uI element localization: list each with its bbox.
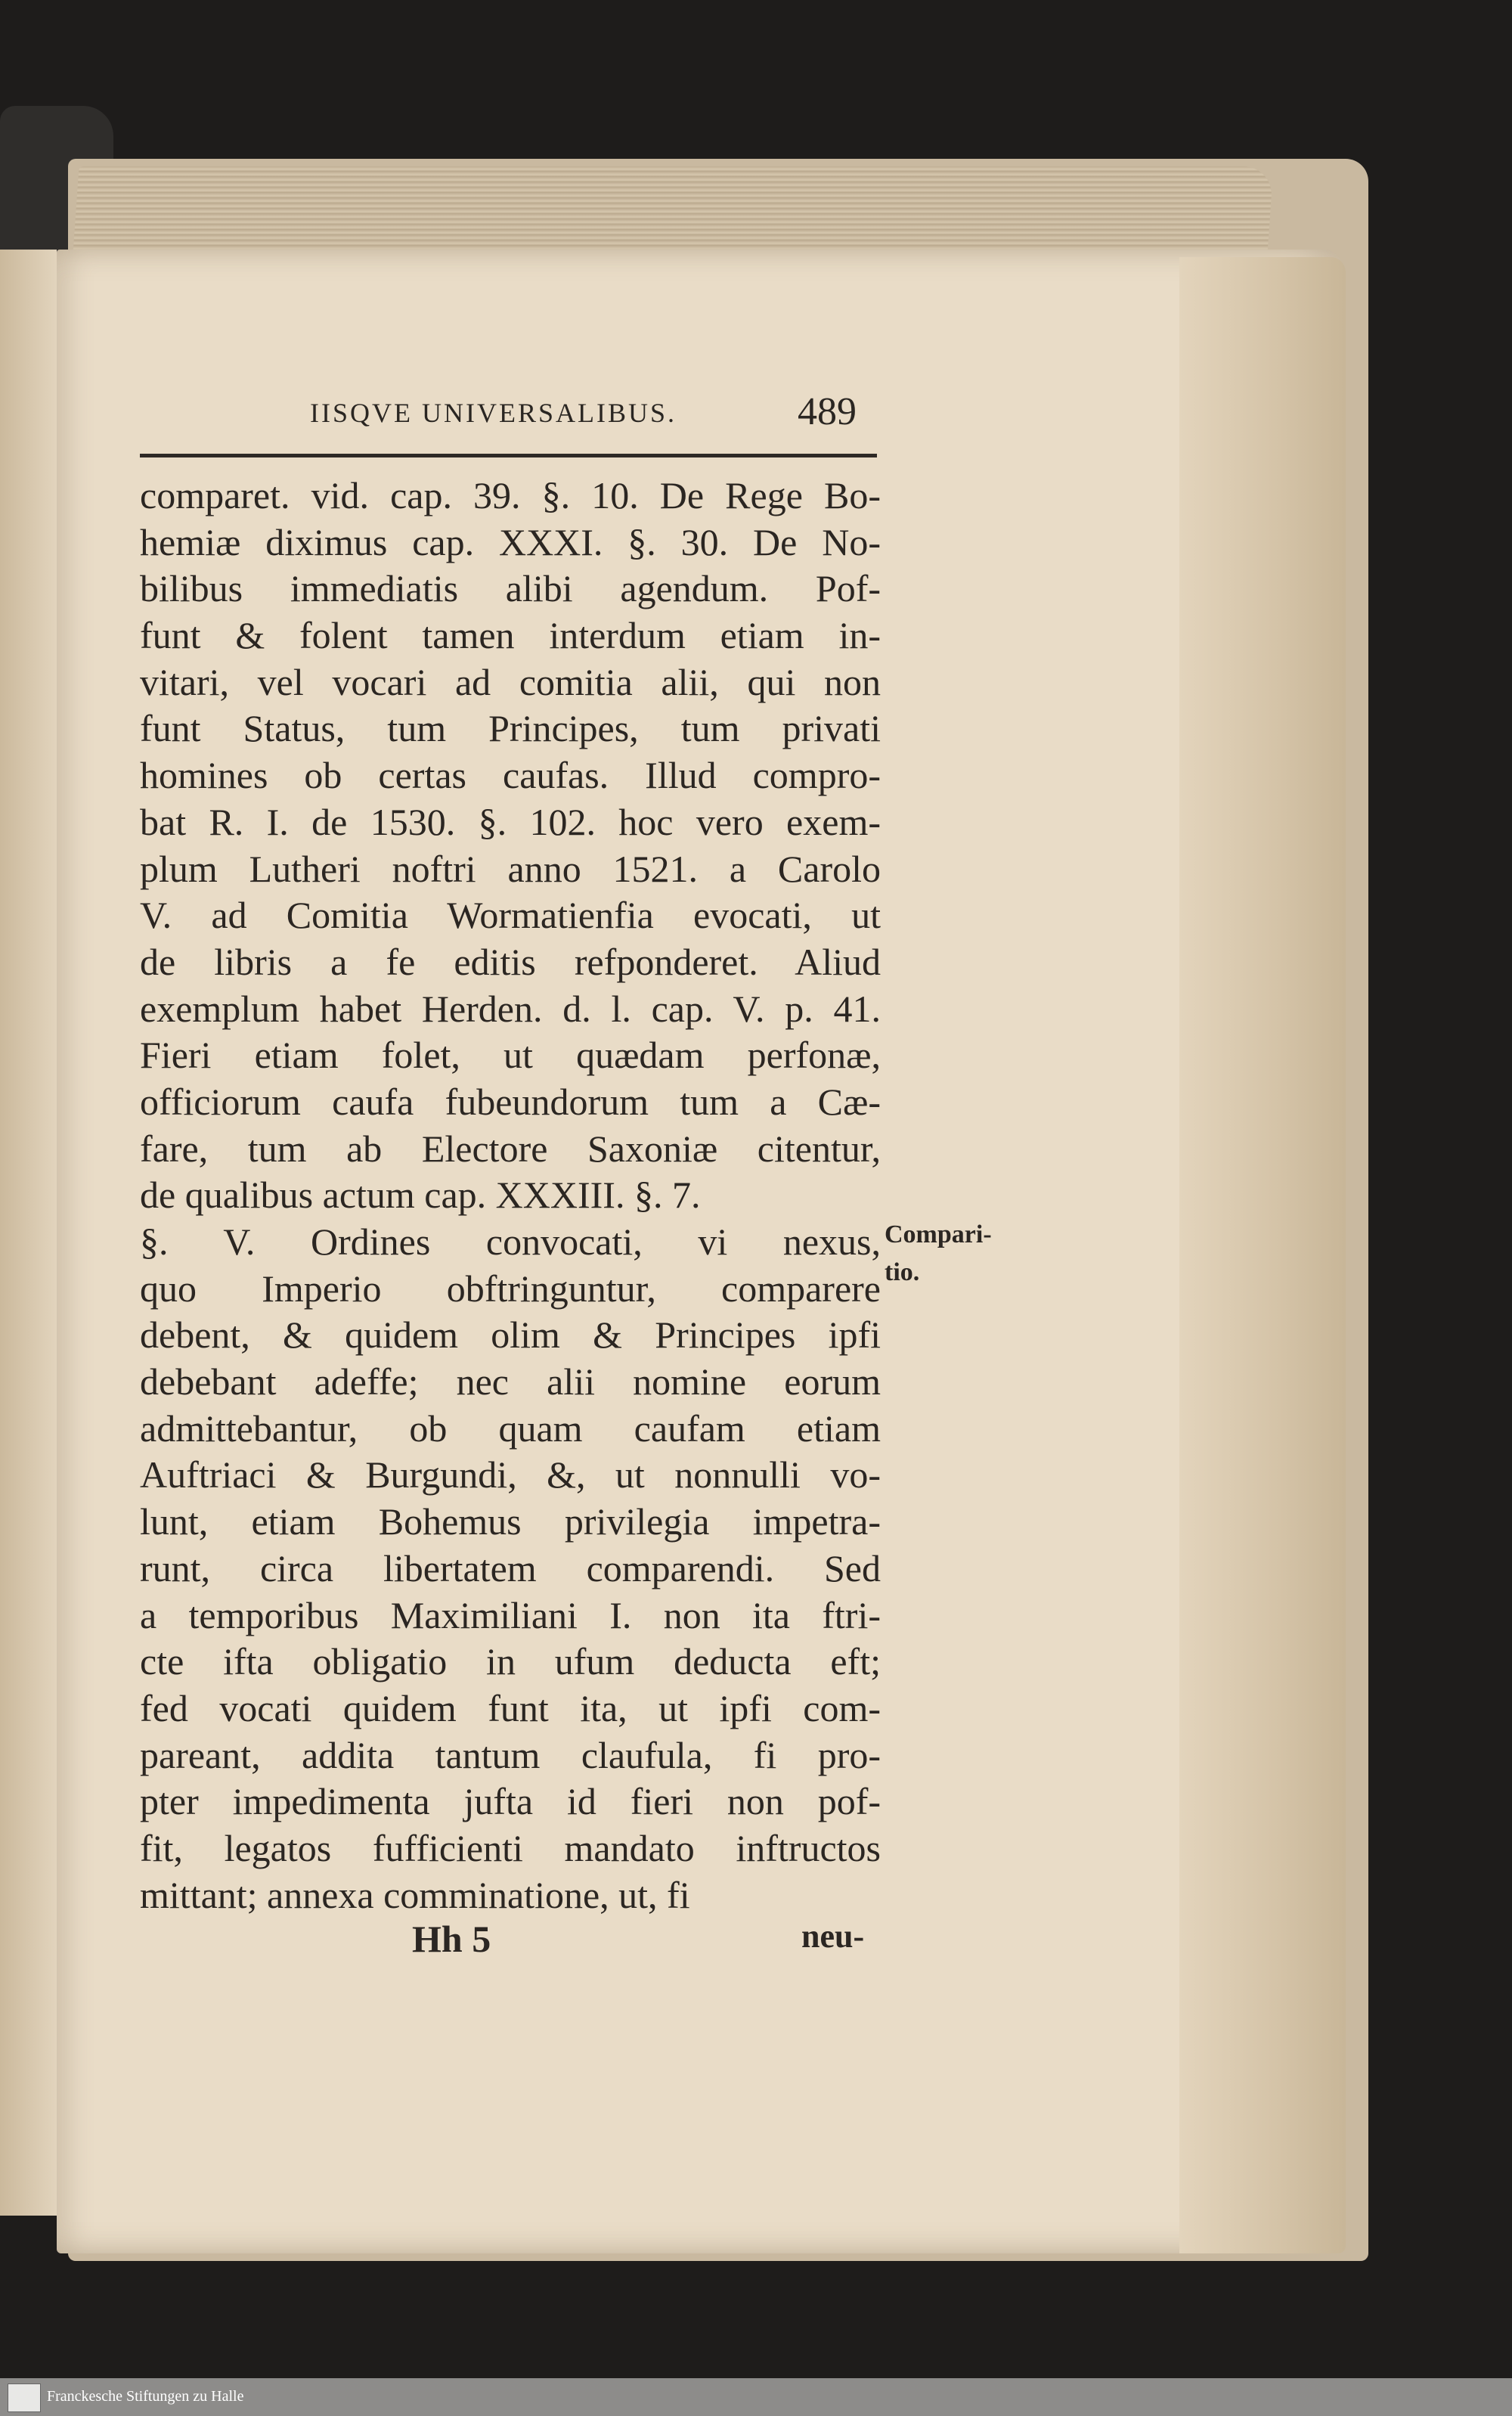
text-line: pareant, addita tantum claufula, fi pro-: [140, 1733, 881, 1776]
running-title: IISQVE UNIVERSALIBUS.: [310, 398, 677, 428]
text-line: quo Imperio obftringuntur, comparere: [140, 1267, 881, 1310]
page-right-curl: [1179, 257, 1346, 2253]
marginal-note-line: tio.: [885, 1258, 920, 1286]
text-line: de qualibus actum cap. XXXIII. §. 7.: [140, 1174, 701, 1217]
text-line: exemplum habet Herden. d. l. cap. V. p. 41.: [140, 987, 881, 1030]
text-line: Auftriaci & Burgundi, &, ut nonnulli vo-: [140, 1453, 881, 1496]
signature-mark: Hh 5: [412, 1918, 491, 1960]
text-line: V. ad Comitia Wormatienfia evocati, ut: [140, 894, 881, 937]
text-line: funt Status, tum Principes, tum privati: [140, 707, 881, 750]
text-line: mittant; annexa comminatione, ut, fi: [140, 1873, 690, 1916]
text-line: cte ifta obligatio in ufum deducta eft;: [140, 1640, 881, 1683]
institution-name: Franckesche Stiftungen zu Halle: [47, 2388, 244, 2405]
text-line: debent, & quidem olim & Principes ipfi: [140, 1313, 881, 1357]
institution-logo-icon: [8, 2383, 41, 2412]
marginal-note: [885, 1216, 992, 1292]
text-line: bilibus immediatis alibi agendum. Pof-: [140, 567, 881, 610]
text-line: de libris a fe editis refponderet. Aliud: [140, 940, 881, 983]
text-line: fed vocati quidem funt ita, ut ipfi com-: [140, 1686, 881, 1729]
text-line: Fieri etiam folet, ut quædam perfonæ,: [140, 1034, 881, 1077]
text-line: vitari, vel vocari ad comitia alii, qui non: [140, 660, 881, 703]
text-line: funt & folent tamen interdum etiam in-: [140, 614, 881, 657]
text-line: runt, circa libertatem comparendi. Sed: [140, 1546, 881, 1589]
text-line: §. V. Ordines convocati, vi nexus,: [140, 1220, 881, 1263]
body-text: [140, 473, 881, 1918]
header-rule: [140, 454, 877, 457]
text-line: fit, legatos fufficienti mandato inftructos: [140, 1826, 881, 1869]
left-page-edge: [0, 250, 57, 2216]
text-line: a temporibus Maximiliani I. non ita ftri-: [140, 1593, 881, 1636]
page-number: 489: [798, 390, 857, 433]
text-line: pter impedimenta jufta id fieri non pof-: [140, 1780, 881, 1823]
marginal-note-line: Compari-: [885, 1220, 992, 1248]
text-line: comparet. vid. cap. 39. §. 10. De Rege Bo-: [140, 474, 881, 516]
text-line: bat R. I. de 1530. §. 102. hoc vero exem-: [140, 800, 881, 843]
text-line: fare, tum ab Electore Saxoniæ citentur,: [140, 1127, 881, 1170]
text-line: homines ob certas caufas. Illud compro-: [140, 754, 881, 797]
text-line: officiorum caufa fubeundorum tum a Cæ-: [140, 1080, 881, 1123]
text-line: plum Lutheri noftri anno 1521. a Carolo: [140, 847, 881, 890]
text-line: debebant adeffe; nec alii nomine eorum: [140, 1360, 881, 1403]
catchword: neu-: [801, 1918, 865, 1955]
text-line: lunt, etiam Bohemus privilegia impetra-: [140, 1500, 881, 1543]
text-line: admittebantur, ob quam caufam etiam: [140, 1406, 881, 1450]
text-line: hemiæ diximus cap. XXXI. §. 30. De No-: [140, 520, 881, 563]
